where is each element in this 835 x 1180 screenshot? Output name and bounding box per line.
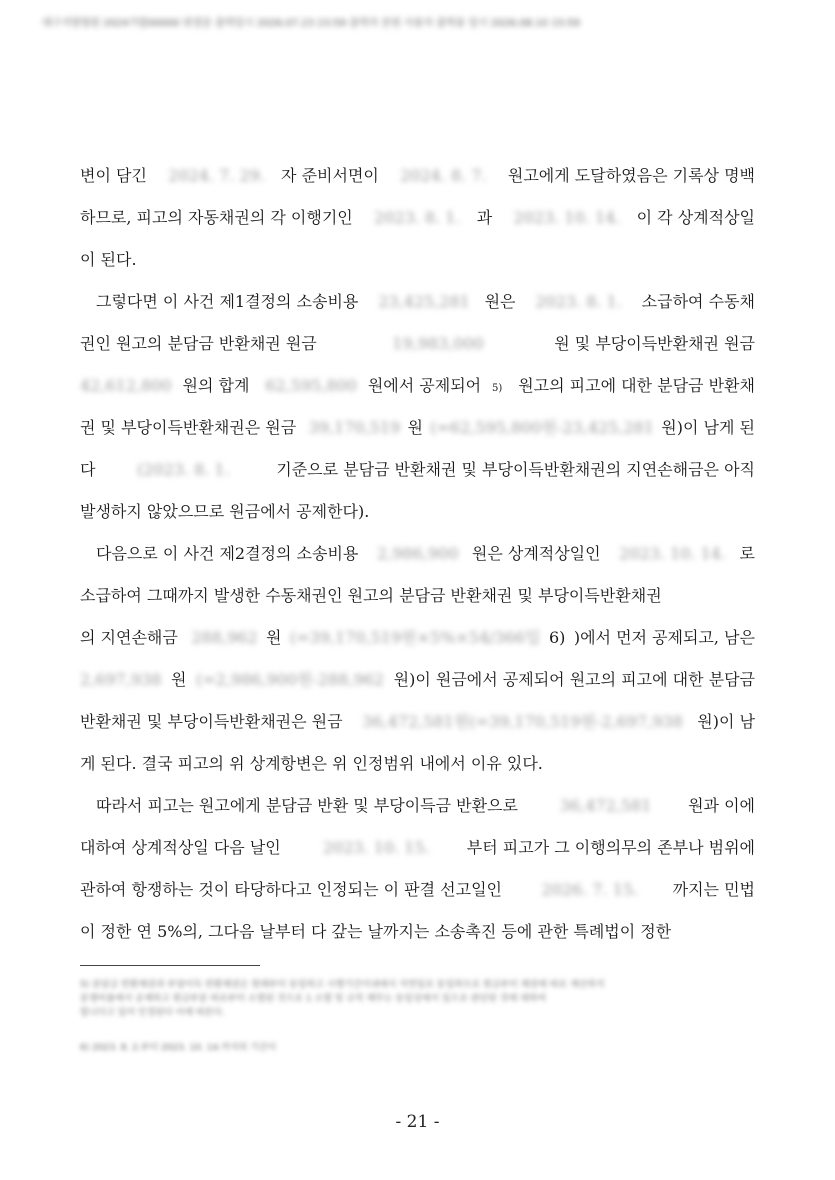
- text-line: [80, 164, 755, 188]
- redacted-text: 2023. 8. 1.: [535, 292, 622, 311]
- text-segment: 발생하지 않았으므로 원금에서 공제한다).: [80, 502, 370, 521]
- text-segment: 다음으로 이 사건 제2결정의 소송비용: [96, 544, 364, 563]
- text-line: [80, 416, 755, 440]
- text-segment: 이 정한 연 5%의, 그다음 날부터 다 갚는 날까지는 소송촉진 등에 관한 특례법이 정한: [80, 922, 672, 941]
- text-segment: 소급하여 수동채: [636, 292, 755, 311]
- text-line: [80, 668, 755, 692]
- text-line: [80, 752, 755, 776]
- text-line: [80, 332, 755, 356]
- footnote-line: 6) 2023. 8. 2.부터 2023. 10. 14.까지의 기간이: [80, 1043, 277, 1053]
- redacted-text: (=2,986,900원-288,962: [196, 670, 385, 689]
- text-line: [80, 542, 755, 566]
- redacted-text: 2024. 7. 29.: [168, 166, 265, 185]
- text-segment: 기준으로 분담금 반환채권 및 부당이득반환채권의 지연손해금은 아직: [271, 460, 755, 479]
- redacted-text: 2023. 10. 14.: [513, 208, 621, 227]
- text-segment: 원의 합계: [182, 376, 255, 395]
- footnote-line: 합니다고 있어 인정된다 이에 따른다.: [80, 1008, 225, 1018]
- text-segment: 대하여 상계적상일 다음 날인: [80, 838, 286, 857]
- redacted-text: 2026. 7. 15.: [541, 880, 639, 899]
- redacted-text: 2023. 10. 14.: [619, 544, 727, 563]
- text-line: [80, 836, 755, 860]
- text-segment: 원 및 부당이득반환채권 원금: [554, 334, 755, 353]
- text-segment: 다: [80, 460, 96, 479]
- redacted-text: 2023. 10. 15.: [322, 838, 430, 857]
- text-line: 42,612,800 원의 합계 62,595,800 원에서 공제되어 5) 원고의 피고에 대한 분담금 반환채: [80, 374, 755, 398]
- text-segment: 원과 이에: [688, 796, 755, 815]
- text-segment: 권 및 부당이득반환채권은 원금: [80, 418, 302, 437]
- text-segment: 게 된다. 결국 피고의 위 상계항변은 위 인정범위 내에서 이유 있다.: [80, 754, 543, 773]
- redacted-text: (=62,595,800원-23,425,281: [430, 418, 654, 437]
- text-line: [80, 626, 755, 650]
- page-header-meta: 대구지방법원 2024가합00000 판결문 출력일시 2026.07.23 23:59 출력자 본원 사용자 출력용 일시 2026.08.10 15:59: [42, 18, 581, 28]
- redacted-text: 36,472,581: [559, 796, 652, 815]
- text-segment: 까지는 민법: [672, 880, 755, 899]
- text-segment: 이 각 상계적상일: [636, 208, 755, 227]
- redacted-text: 2023. 8. 1.: [374, 208, 461, 227]
- redacted-text: 288,962: [191, 628, 258, 647]
- text-segment: 이 된다.: [80, 250, 137, 269]
- page-number: - 21 -: [395, 1112, 440, 1132]
- footnote-line: 분쟁비율에서 공제하고 원금부분 따로부터 소멸된 것으로 1 소멸 및 규칙 채무는 동일성에서 있으로 판단된 것에 대하여: [80, 994, 546, 1004]
- text-segment: 자 준비서면이: [281, 166, 384, 185]
- redacted-text: 62,595,800: [265, 376, 357, 395]
- text-segment: 원고의 피고에 대한 분담금 반환채: [513, 376, 755, 395]
- footnote-line: 5) 분담금 반환채권과 부당이득 반환채권은 원래부터 동일하고 시행기간이내에서 지연일로 동일하므로 원금부터 채권에 따로 계산하지: [80, 980, 605, 990]
- text-segment: 관하여 항쟁하는 것이 타당하다고 인정되는 이 판결 선고일인: [80, 880, 508, 899]
- text-line: [80, 500, 755, 524]
- redacted-text: 42,612,800: [80, 376, 172, 395]
- redacted-text: 23,425,281: [378, 292, 470, 311]
- text-segment: 6): [548, 628, 566, 647]
- text-segment: 소급하여 그때까지 발생한 수동채권인 원고의 분담금 반환채권 및 부당이득반환채권: [80, 586, 662, 605]
- redacted-text: 2,986,900: [376, 544, 459, 563]
- text-line: [80, 206, 755, 230]
- text-segment: 원고에게 도달하였음은 기록상 명백: [502, 166, 755, 185]
- text-line: [80, 710, 755, 734]
- text-segment: 따라서 피고는 원고에게 분담금 반환 및 부당이득금 반환으로: [96, 796, 524, 815]
- text-segment: 원)이 남: [697, 712, 755, 731]
- redacted-text: (2023. 8. 1.: [136, 460, 230, 479]
- text-segment: 과: [476, 208, 498, 227]
- redacted-text: 2,697,938: [80, 670, 162, 689]
- footnote-divider: [80, 965, 260, 966]
- text-line: [80, 584, 755, 608]
- text-segment: )에서 먼저 공제되고, 남은: [573, 628, 755, 647]
- text-segment: 변이 담긴: [80, 166, 152, 185]
- text-segment: 하므로, 피고의 자동채권의 각 이행기인: [80, 208, 358, 227]
- text-segment: 반환채권 및 부당이득반환채권은 원금: [80, 712, 348, 731]
- text-line: [80, 458, 755, 482]
- text-segment: 권인 원고의 분담금 반환채권 원금: [80, 334, 322, 353]
- text-segment: 원에서 공제되어: [367, 376, 482, 395]
- text-segment: 원: [170, 670, 187, 689]
- text-segment: 의 지연손해금: [80, 628, 183, 647]
- text-segment: 원은: [484, 292, 521, 311]
- text-line: [80, 920, 755, 944]
- text-segment: 부터 피고가 그 이행의무의 존부나 범위에: [466, 838, 755, 857]
- text-line: [80, 248, 755, 272]
- text-segment: 그렇다면 이 사건 제1결정의 소송비용: [96, 292, 364, 311]
- text-segment: 원: [407, 418, 423, 437]
- text-segment: 원은 상계적상일인: [471, 544, 606, 563]
- redacted-text: 39,170,519: [308, 418, 401, 437]
- text-segment: 원)이 원금에서 공제되어 원고의 피고에 대한 분담금: [393, 670, 755, 689]
- redacted-text: 19,983,000: [392, 334, 484, 353]
- text-line: [80, 290, 755, 314]
- redacted-text: 36,472,581원(=39,170,519원-2,697,938: [362, 712, 683, 731]
- text-line: [80, 878, 755, 902]
- redacted-text: (=39,170,519원×5%×54/366일: [289, 628, 541, 647]
- text-segment: 로: [739, 544, 755, 563]
- redacted-text: 2024. 8. 7.: [400, 166, 487, 185]
- text-line: [80, 794, 755, 818]
- text-segment: 원)이 남게 된: [661, 418, 755, 437]
- text-segment: 원: [265, 628, 282, 647]
